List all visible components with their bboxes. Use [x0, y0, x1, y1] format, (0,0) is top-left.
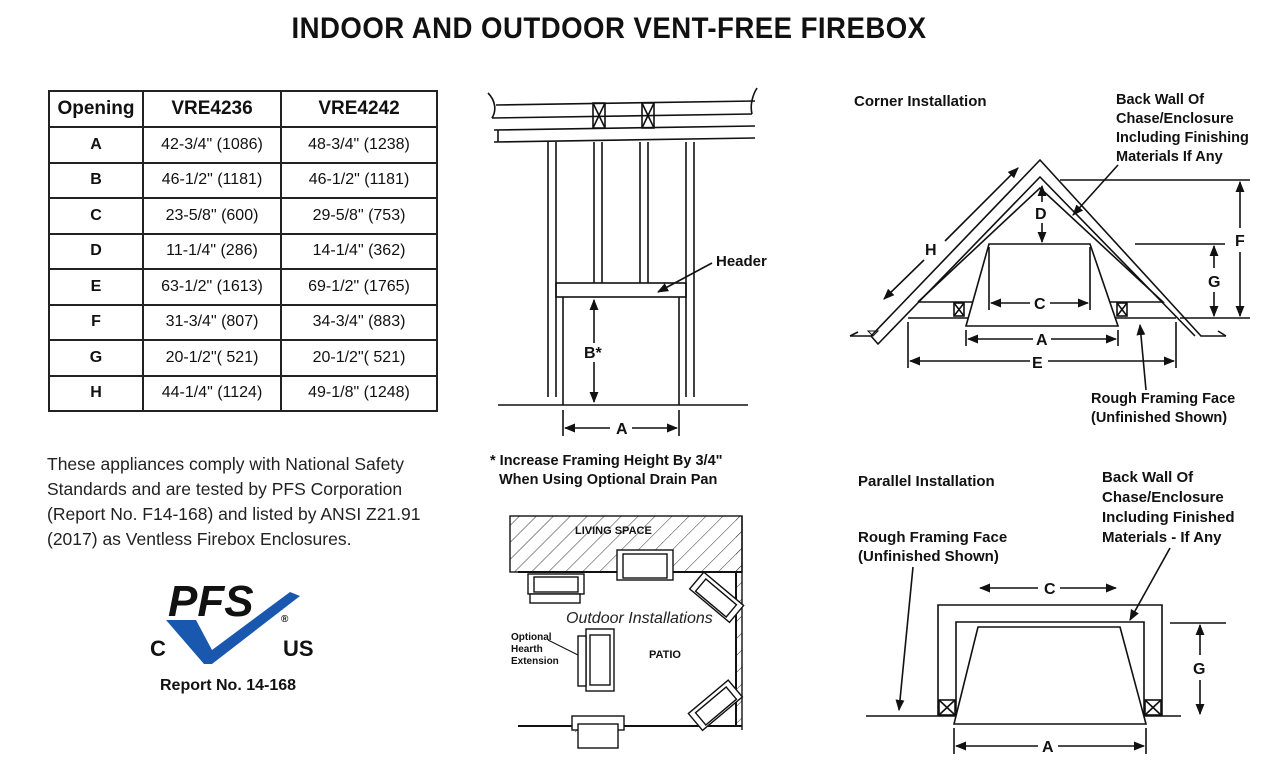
vre4236-cell: 31-3/4" (807): [143, 305, 281, 341]
corner-title: Corner Installation: [854, 93, 987, 110]
vre4242-cell: 14-1/4" (362): [281, 234, 437, 270]
page-title: INDOOR AND OUTDOOR VENT-FREE FIREBOX: [291, 12, 927, 45]
vre4242-cell: 29-5/8" (753): [281, 198, 437, 234]
corner-rough-line2: (Unfinished Shown): [1091, 410, 1228, 426]
parallel-rough-line2: (Unfinished Shown): [858, 548, 999, 565]
opening-cell: A: [49, 127, 143, 163]
vre4242-cell: 20-1/2"( 521): [281, 340, 437, 376]
vre4242-cell: 49-1/8" (1248): [281, 376, 437, 412]
corner-d-label: D: [1035, 206, 1047, 223]
vre4236-cell: 11-1/4" (286): [143, 234, 281, 270]
parallel-back-wall-line4: Materials - If Any: [1102, 529, 1222, 546]
pfs-logo: [150, 577, 314, 664]
parallel-a-label: A: [1042, 739, 1054, 756]
registered-mark: ®: [281, 614, 289, 625]
vre4242-cell: 34-3/4" (883): [281, 305, 437, 341]
hearth-label-line2: Hearth: [511, 644, 543, 655]
report-number: Report No. 14-168: [160, 677, 297, 694]
corner-g-label: G: [1208, 274, 1221, 291]
b-dimension-label: B*: [584, 345, 602, 362]
opening-cell: H: [49, 376, 143, 412]
compliance-text: These appliances comply with National Safety Standards and are tested by PFS Corporation (Report No. F14-168) and listed by ANSI Z21.91 (2017) as Ventless Firebox Enclosures.: [47, 454, 421, 549]
vre4242-cell: 69-1/2" (1765): [281, 269, 437, 305]
a-dimension-label: A: [616, 421, 628, 438]
corner-e-label: E: [1032, 355, 1043, 372]
corner-back-wall-line4: Materials If Any: [1116, 149, 1223, 165]
opening-cell: G: [49, 340, 143, 376]
parallel-diagram: [866, 548, 1226, 754]
parallel-rough-line1: Rough Framing Face: [858, 529, 1008, 546]
parallel-back-wall-line2: Chase/Enclosure: [1102, 489, 1224, 506]
parallel-back-wall-line3: Including Finished: [1102, 509, 1235, 526]
framing-note-line2: When Using Optional Drain Pan: [499, 472, 718, 488]
column-header-vre4236: VRE4236: [143, 91, 281, 127]
corner-rough-line1: Rough Framing Face: [1091, 391, 1236, 407]
logo-us-mark: US: [283, 636, 314, 661]
vre4236-cell: 63-1/2" (1613): [143, 269, 281, 305]
corner-c-label: C: [1034, 296, 1046, 313]
pfs-brand-text: PFS: [168, 577, 254, 626]
corner-h-label: H: [925, 242, 937, 259]
corner-diagram: [850, 160, 1250, 390]
corner-a-label: A: [1036, 332, 1048, 349]
vre4236-cell: 42-3/4" (1086): [143, 127, 281, 163]
column-header-opening: Opening: [49, 91, 143, 127]
column-header-vre4242: VRE4242: [281, 91, 437, 127]
vre4236-cell: 20-1/2"( 521): [143, 340, 281, 376]
header-label: Header: [716, 253, 767, 270]
vre4236-cell: 23-5/8" (600): [143, 198, 281, 234]
hearth-label-line3: Extension: [511, 656, 559, 667]
parallel-back-wall-line1: Back Wall Of: [1102, 469, 1194, 486]
hearth-label-line1: Optional: [511, 632, 552, 643]
corner-back-wall-line2: Chase/Enclosure: [1116, 111, 1234, 127]
parallel-c-label: C: [1044, 581, 1056, 598]
vre4242-cell: 46-1/2" (1181): [281, 163, 437, 199]
corner-f-label: F: [1235, 233, 1245, 250]
parallel-g-label: G: [1193, 661, 1206, 678]
opening-cell: E: [49, 269, 143, 305]
opening-cell: C: [49, 198, 143, 234]
framing-note-line1: * Increase Framing Height By 3/4": [490, 453, 723, 469]
corner-back-wall-line1: Back Wall Of: [1116, 92, 1205, 108]
vre4242-cell: 48-3/4" (1238): [281, 127, 437, 163]
patio-label: PATIO: [649, 649, 681, 661]
living-space-label: LIVING SPACE: [575, 525, 652, 537]
opening-cell: F: [49, 305, 143, 341]
vre4236-cell: 46-1/2" (1181): [143, 163, 281, 199]
corner-back-wall-line3: Including Finishing: [1116, 130, 1249, 146]
vre4236-cell: 44-1/4" (1124): [143, 376, 281, 412]
opening-cell: D: [49, 234, 143, 270]
outdoor-title: Outdoor Installations: [566, 610, 713, 627]
logo-c-mark: C: [150, 636, 166, 661]
parallel-title: Parallel Installation: [858, 473, 995, 490]
opening-cell: B: [49, 163, 143, 199]
